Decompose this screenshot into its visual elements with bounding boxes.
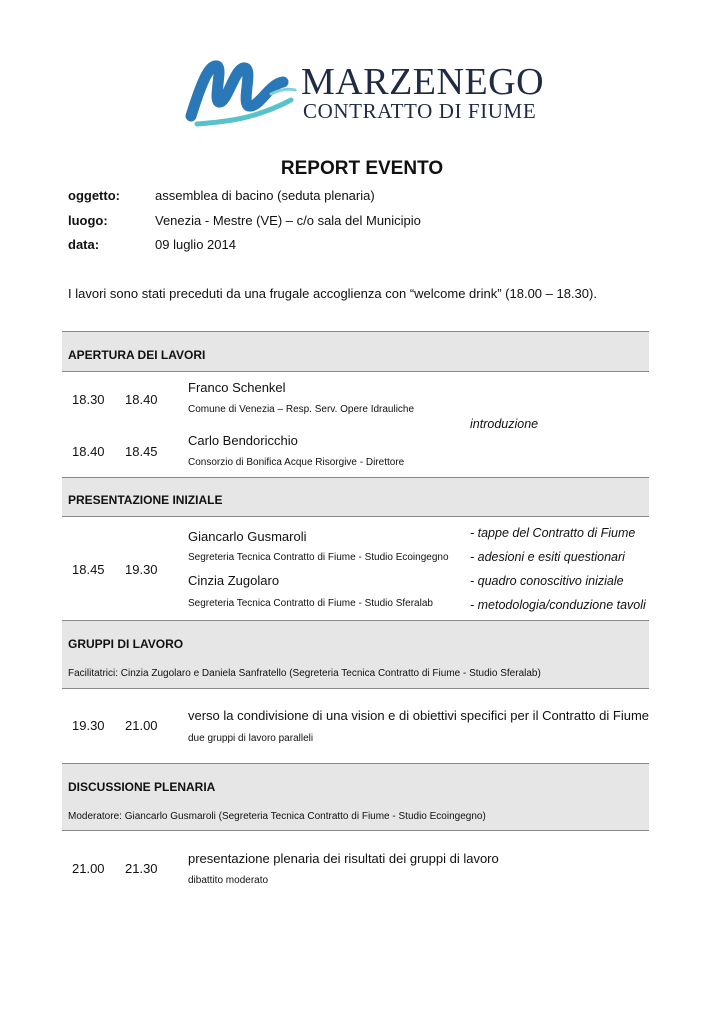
page-title: REPORT EVENTO: [280, 158, 444, 179]
speaker-name: Cinzia Zugolaro: [188, 573, 280, 588]
topic-item: - quadro conoscitivo iniziale: [470, 574, 624, 588]
luogo-value: Venezia - Mestre (VE) – c/o sala del Municipio: [155, 213, 421, 228]
moderator-note: Moderatore: Giancarlo Gusmaroli (Segreteria Tecnica Contratto di Fiume - Studio Ecoingegno): [68, 811, 486, 822]
time-start: 18.40: [72, 444, 105, 459]
speaker-role: Consorzio di Bonifica Acque Risorgive - Direttore: [188, 457, 405, 468]
time-end: 21.30: [125, 861, 158, 876]
facilitators-note: Facilitatrici: Cinzia Zugolaro e Daniela Sanfratello (Segreteria Tecnica Contratto di Fiume - Studio Sferalab): [68, 668, 541, 679]
speaker-name: Carlo Bendoricchio: [188, 433, 298, 448]
topic-item: - tappe del Contratto di Fiume: [470, 526, 636, 540]
section-title-gruppi: GRUPPI DI LAVORO: [68, 637, 184, 651]
time-end: 18.40: [125, 392, 158, 407]
divider: [62, 830, 649, 831]
time-start: 18.30: [72, 392, 105, 407]
topic-item: - metodologia/conduzione tavoli: [470, 598, 646, 612]
time-end: 19.30: [125, 562, 158, 577]
session-note: dibattito moderato: [188, 875, 269, 886]
time-start: 19.30: [72, 718, 105, 733]
time-start: 21.00: [72, 861, 105, 876]
time-start: 18.45: [72, 562, 105, 577]
divider: [62, 371, 649, 372]
session-description: presentazione plenaria dei risultati dei gruppi di lavoro: [188, 851, 499, 866]
data-label: data:: [68, 237, 100, 252]
session-description: verso la condivisione di una vision e di obiettivi specifici per il Contratto di Fiume: [188, 708, 649, 723]
topic-item: - adesioni e esiti questionari: [470, 550, 625, 564]
oggetto-label: oggetto:: [68, 188, 120, 203]
speaker-role: Segreteria Tecnica Contratto di Fiume - Studio Ecoingegno: [188, 552, 449, 563]
session-note: due gruppi di lavoro paralleli: [188, 733, 314, 744]
logo-wordmark: MARZENEGO: [301, 61, 545, 103]
speaker-role: Segreteria Tecnica Contratto di Fiume - Studio Sferalab: [188, 598, 433, 609]
section-title-presentazione: PRESENTAZIONE INIZIALE: [68, 493, 223, 507]
speaker-name: Franco Schenkel: [188, 380, 286, 395]
intro-paragraph: I lavori sono stati preceduti da una frugale accoglienza con “welcome drink” (18.00 – 18.30).: [68, 286, 597, 301]
speaker-role: Comune di Venezia – Resp. Serv. Opere Idrauliche: [188, 404, 415, 415]
divider: [62, 688, 649, 689]
logo-subtitle: CONTRATTO DI FIUME: [303, 99, 537, 123]
section-title-apertura: APERTURA DEI LAVORI: [68, 348, 206, 362]
speaker-name: Giancarlo Gusmaroli: [188, 529, 307, 544]
time-end: 21.00: [125, 718, 158, 733]
topic-introduzione: introduzione: [470, 417, 539, 431]
time-end: 18.45: [125, 444, 158, 459]
divider: [62, 516, 649, 517]
marzenego-logo: [183, 44, 543, 136]
section-title-discussione: DISCUSSIONE PLENARIA: [68, 780, 216, 794]
oggetto-value: assemblea di bacino (seduta plenaria): [155, 188, 375, 203]
luogo-label: luogo:: [68, 213, 108, 228]
data-value: 09 luglio 2014: [155, 237, 236, 252]
marzenego-logo-icon: [183, 44, 298, 136]
